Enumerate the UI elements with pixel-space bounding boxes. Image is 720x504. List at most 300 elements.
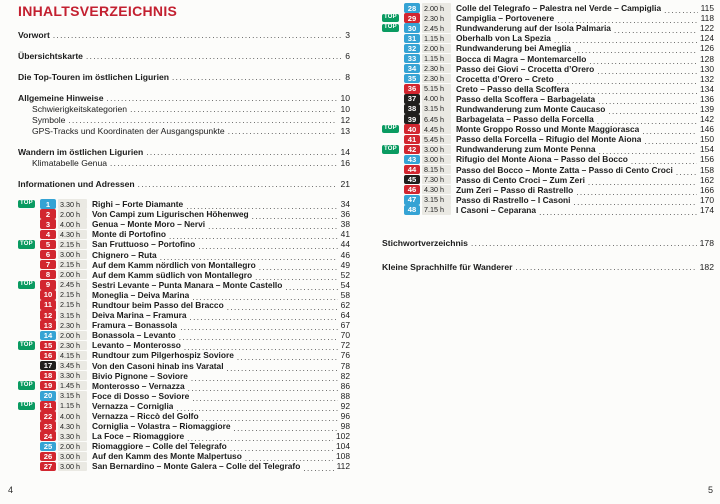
- page-ref: 54: [340, 279, 350, 290]
- duration-chip: 3.15 h: [58, 391, 87, 401]
- page-ref: 104: [336, 441, 350, 452]
- tour-number-badge: 30: [404, 23, 420, 33]
- tour-list-left: [18, 199, 350, 472]
- page-ref: 174: [700, 204, 714, 215]
- tour-number-badge: 31: [404, 34, 420, 44]
- dotted-leader: [146, 147, 337, 158]
- toc-entry: [382, 238, 714, 249]
- tour-number-badge: 14: [40, 331, 56, 341]
- dotted-leader: [179, 333, 338, 342]
- dotted-leader: [237, 353, 338, 362]
- toc-entry-label: Wandern im östlichen Ligurien: [18, 147, 144, 157]
- toc-entry-label: Übersichtskarte: [18, 51, 83, 61]
- tour-number-badge: 21: [40, 401, 56, 411]
- page-ref: 46: [340, 249, 350, 260]
- dotted-leader: [190, 313, 338, 322]
- dotted-leader: [572, 87, 697, 96]
- top-badge: TOP: [20, 240, 33, 247]
- tour-number-badge: 32: [404, 44, 420, 54]
- dotted-leader: [176, 404, 337, 413]
- top-badge-slot: [382, 145, 404, 154]
- page-ref: 126: [700, 43, 714, 54]
- tour-number-badge: 47: [404, 195, 420, 205]
- toc-entry: [382, 262, 714, 273]
- page-ref: 34: [340, 199, 350, 210]
- page-ref: 162: [700, 174, 714, 185]
- tour-title: Passo del Bocco – Monte Zatta – Passo di Cento Croci: [456, 164, 673, 175]
- duration-chip: 4.30 h: [58, 421, 87, 431]
- top-badge: TOP: [20, 402, 33, 409]
- duration-chip: 1.45 h: [58, 381, 87, 391]
- page-number-left: 4: [8, 485, 14, 495]
- tour-number-badge: 34: [404, 64, 420, 74]
- dotted-leader: [186, 202, 337, 211]
- toc-entry: [18, 115, 350, 126]
- duration-chip: 2.15 h: [58, 240, 87, 250]
- top-badge: TOP: [20, 200, 33, 207]
- tour-number-badge: 5: [40, 240, 56, 250]
- duration-chip: 1.15 h: [422, 34, 451, 44]
- top-badge: TOP: [384, 24, 397, 31]
- tour-title: Righi – Forte Diamante: [92, 199, 184, 210]
- page-ref: 136: [700, 93, 714, 104]
- tour-number-badge: 20: [40, 391, 56, 401]
- tour-title: Bonassola – Levanto: [92, 330, 176, 341]
- duration-chip: 1.15 h: [422, 54, 451, 64]
- toc-entry: [18, 179, 350, 190]
- tour-number-badge: 19: [40, 381, 56, 391]
- toc-entry: [18, 104, 350, 115]
- page-ref: 132: [700, 73, 714, 84]
- tour-title: Vernazza – Corniglia: [92, 400, 174, 411]
- dotted-leader: [554, 36, 697, 45]
- page-ref: 108: [336, 451, 350, 462]
- duration-chip: 2.15 h: [58, 290, 87, 300]
- duration-chip: 8.15 h: [422, 165, 451, 175]
- tour-title: Deiva Marina – Framura: [92, 310, 187, 321]
- duration-chip: 2.15 h: [58, 300, 87, 310]
- page-ref: 21: [340, 179, 350, 189]
- dotted-leader: [539, 208, 697, 217]
- duration-chip: 3.15 h: [58, 310, 87, 320]
- dotted-leader: [574, 198, 698, 207]
- dotted-leader: [227, 303, 338, 312]
- duration-chip: 2.00 h: [58, 442, 87, 452]
- tour-number-badge: 36: [404, 84, 420, 94]
- dotted-leader: [664, 6, 698, 15]
- tour-title: Crocetta d’Orero – Creto: [456, 73, 554, 84]
- toc-entry-label: Klimatabelle Genua: [32, 158, 108, 168]
- page-ref: 124: [700, 33, 714, 44]
- dotted-leader: [192, 293, 337, 302]
- page-ref: 182: [699, 261, 714, 272]
- top-badge-slot: [18, 341, 40, 350]
- page-ref: 156: [700, 154, 714, 165]
- page-ref: 130: [700, 63, 714, 74]
- page-ref: 70: [340, 330, 350, 341]
- duration-chip: 4.00 h: [58, 411, 87, 421]
- page-ref: 128: [700, 53, 714, 64]
- tour-title: Barbagelata – Passo della Forcella: [456, 114, 594, 125]
- tour-number-badge: 29: [404, 13, 420, 23]
- dotted-leader: [191, 374, 338, 383]
- tour-title: Colle del Telegrafo – Palestra nel Verde – Campiglia: [456, 3, 662, 14]
- dotted-leader: [631, 157, 697, 166]
- front-matter-list: [18, 30, 350, 190]
- tour-number-badge: 45: [404, 175, 420, 185]
- dotted-leader: [172, 72, 342, 83]
- top-badge-slot: [18, 200, 40, 209]
- top-badge-slot: [18, 240, 40, 249]
- tour-title: Monterosso – Vernazza: [92, 380, 185, 391]
- top-badge: TOP: [20, 281, 33, 288]
- page-ref: 10: [340, 104, 350, 114]
- tour-title: Rundtour zum Pilgerhospiz Soviore: [92, 350, 234, 361]
- dotted-leader: [187, 434, 333, 443]
- page-ref: 8: [345, 72, 350, 82]
- top-badge: TOP: [384, 14, 397, 21]
- page-ref: 102: [336, 431, 350, 442]
- dotted-leader: [198, 242, 337, 251]
- duration-chip: 6.45 h: [422, 114, 451, 124]
- tour-title: Rifugio del Monte Aiona – Passo del Bocco: [456, 154, 628, 165]
- top-badge-slot: [18, 381, 40, 390]
- tour-title: San Bernardino – Monte Galera – Colle del Telegrafo: [92, 461, 301, 472]
- tour-number-badge: 40: [404, 124, 420, 134]
- tour-title: Riomaggiore – Colle del Telegrafo: [92, 441, 227, 452]
- dotted-leader: [589, 57, 697, 66]
- tour-title: Passo della Scoffera – Barbagelata: [456, 93, 596, 104]
- tour-number-badge: 28: [404, 3, 420, 13]
- tour-title: Auf den Kamm des Monte Malpertuso: [92, 451, 242, 462]
- dotted-leader: [180, 323, 337, 332]
- tour-number-badge: 22: [40, 411, 56, 421]
- page-ref: 16: [340, 158, 350, 168]
- tour-title: Passo di Cento Croci – Zum Zeri: [456, 174, 585, 185]
- dotted-leader: [255, 273, 338, 282]
- duration-chip: 5.45 h: [422, 135, 451, 145]
- toc-entry-label: GPS-Tracks und Koordinaten der Ausgangspunkte: [32, 126, 225, 136]
- duration-chip: 2.45 h: [58, 280, 87, 290]
- top-badge: TOP: [384, 145, 397, 152]
- page-ref: 82: [340, 370, 350, 381]
- dotted-leader: [574, 46, 697, 55]
- tour-title: Genua – Monte Moro – Nervi: [92, 219, 206, 230]
- duration-chip: 2.00 h: [58, 270, 87, 280]
- tour-title: San Fruttuoso – Portofino: [92, 239, 196, 250]
- tour-number-badge: 4: [40, 230, 56, 240]
- page-ref: 44: [340, 239, 350, 250]
- page-ref: 139: [700, 103, 714, 114]
- duration-chip: 4.30 h: [58, 230, 87, 240]
- tour-title: Von Campi zum Ligurischen Höhenweg: [92, 209, 249, 220]
- tour-title: Chignero – Ruta: [92, 249, 157, 260]
- duration-chip: 4.00 h: [422, 94, 451, 104]
- duration-chip: 2.30 h: [422, 64, 451, 74]
- tour-title: Von den Casoni hinab ins Varatal: [92, 360, 224, 371]
- dotted-leader: [208, 222, 338, 231]
- duration-chip: 4.00 h: [58, 219, 87, 229]
- right-page: [382, 3, 714, 273]
- dotted-leader: [516, 262, 697, 273]
- top-badge-slot: [382, 125, 404, 134]
- tour-title: Corniglia – Volastra – Riomaggiore: [92, 421, 231, 432]
- page-ref: 67: [340, 320, 350, 331]
- tour-title: Sestri Levante – Punta Manara – Monte Castello: [92, 279, 283, 290]
- toc-entry: [18, 30, 350, 41]
- toc-entry: [18, 147, 350, 158]
- dotted-leader: [160, 253, 338, 262]
- page-ref: 13: [340, 126, 350, 136]
- duration-chip: 3.00 h: [422, 155, 451, 165]
- tour-number-badge: 23: [40, 421, 56, 431]
- tour-row: [382, 175, 714, 185]
- page-ref: 6: [345, 51, 350, 61]
- dotted-leader: [598, 97, 697, 106]
- duration-chip: 2.30 h: [422, 74, 451, 84]
- page-ref: 58: [340, 289, 350, 300]
- tour-title: Levanto – Monterosso: [92, 340, 181, 351]
- toc-entry-label: Informationen und Adressen: [18, 179, 135, 189]
- duration-chip: 3.30 h: [58, 371, 87, 381]
- tour-title: Oberhalb von La Spezia: [456, 33, 551, 44]
- dotted-leader: [557, 16, 697, 25]
- duration-chip: 2.00 h: [58, 331, 87, 341]
- page-ref: 146: [700, 124, 714, 135]
- duration-chip: 3.45 h: [58, 361, 87, 371]
- duration-chip: 2.00 h: [422, 3, 451, 13]
- tour-number-badge: 13: [40, 320, 56, 330]
- top-badge-slot: [382, 14, 404, 23]
- tour-number-badge: 6: [40, 250, 56, 260]
- dotted-leader: [202, 414, 338, 423]
- dotted-leader: [184, 343, 338, 352]
- tour-title: La Foce – Riomaggiore: [92, 431, 185, 442]
- tour-list-right: [382, 3, 714, 215]
- toc-entry-label: Kleine Sprachhilfe für Wanderer: [382, 261, 513, 272]
- duration-chip: 3.00 h: [58, 452, 87, 462]
- tour-title: Rundwanderung zum Monte Caucaso: [456, 103, 606, 114]
- dotted-leader: [285, 283, 337, 292]
- tour-number-badge: 38: [404, 104, 420, 114]
- dotted-leader: [599, 147, 697, 156]
- tour-number-badge: 3: [40, 219, 56, 229]
- top-badge: TOP: [384, 125, 397, 132]
- toc-entry-label: Vorwort: [18, 30, 50, 40]
- top-badge: TOP: [20, 381, 33, 388]
- dotted-leader: [192, 394, 337, 403]
- page-ref: 158: [700, 164, 714, 175]
- dotted-leader: [138, 179, 338, 190]
- tour-title: Vernazza – Riccò del Golfo: [92, 411, 199, 422]
- duration-chip: 4.45 h: [422, 124, 451, 134]
- dotted-leader: [614, 26, 697, 35]
- tour-number-badge: 9: [40, 280, 56, 290]
- page-ref: 12: [340, 115, 350, 125]
- left-page: [18, 3, 350, 472]
- page-ref: 76: [340, 350, 350, 361]
- page-ref: 154: [700, 144, 714, 155]
- page-ref: 166: [700, 184, 714, 195]
- tour-number-badge: 42: [404, 145, 420, 155]
- dotted-leader: [130, 104, 337, 115]
- tour-number-badge: 11: [40, 300, 56, 310]
- tour-number-badge: 7: [40, 260, 56, 270]
- tour-number-badge: 39: [404, 114, 420, 124]
- tour-number-badge: 35: [404, 74, 420, 84]
- dotted-leader: [245, 454, 333, 463]
- dotted-leader: [588, 178, 697, 187]
- toc-entry-label: Stichwortverzeichnis: [382, 237, 468, 248]
- page-ref: 38: [340, 219, 350, 230]
- tour-row: [382, 3, 714, 13]
- page-ref: 178: [699, 237, 714, 248]
- tour-title: Bivio Pignone – Soviore: [92, 370, 188, 381]
- tour-title: Rundwanderung bei Ameglia: [456, 43, 572, 54]
- toc-entry: [18, 72, 350, 83]
- toc-entry-label: Symbole: [32, 115, 66, 125]
- duration-chip: 4.15 h: [58, 351, 87, 361]
- duration-chip: 2.45 h: [422, 23, 451, 33]
- dotted-leader: [576, 188, 697, 197]
- dotted-leader: [608, 107, 697, 116]
- duration-chip: 3.30 h: [58, 431, 87, 441]
- dotted-leader: [303, 464, 333, 473]
- dotted-leader: [642, 127, 697, 136]
- page-ref: 118: [700, 13, 714, 24]
- tour-title: Auf dem Kamm südlich von Montallegro: [92, 269, 253, 280]
- tour-title: Creto – Passo della Scoffera: [456, 83, 570, 94]
- top-badge: TOP: [20, 341, 33, 348]
- duration-chip: 2.00 h: [422, 44, 451, 54]
- top-badge-slot: [18, 402, 40, 411]
- toc-entry: [18, 93, 350, 104]
- toc-entry: [18, 158, 350, 169]
- page-ref: 10: [340, 93, 350, 103]
- toc-entry: [18, 126, 350, 137]
- tour-number-badge: 17: [40, 361, 56, 371]
- tour-title: I Casoni – Ceparana: [456, 204, 537, 215]
- top-badge-slot: [382, 24, 404, 33]
- tour-number-badge: 8: [40, 270, 56, 280]
- dotted-leader: [110, 158, 337, 169]
- page-ref: 49: [340, 259, 350, 270]
- page-ref: 41: [340, 229, 350, 240]
- tour-title: Monte Groppo Rosso und Monte Maggiorasca: [456, 124, 640, 135]
- dotted-leader: [107, 93, 338, 104]
- tour-number-badge: 18: [40, 371, 56, 381]
- tour-number-badge: 48: [404, 205, 420, 215]
- tour-number-badge: 27: [40, 462, 56, 472]
- top-badge-slot: [18, 281, 40, 290]
- page-ref: 98: [340, 421, 350, 432]
- tour-title: Foce di Dosso – Soviore: [92, 390, 190, 401]
- page-ref: 78: [340, 360, 350, 371]
- tour-number-badge: 12: [40, 310, 56, 320]
- page-ref: 88: [340, 390, 350, 401]
- dotted-leader: [597, 117, 697, 126]
- dotted-leader: [259, 263, 338, 272]
- duration-chip: 3.15 h: [422, 104, 451, 114]
- tour-number-badge: 10: [40, 290, 56, 300]
- page-ref: 92: [340, 400, 350, 411]
- tour-title: Moneglia – Deiva Marina: [92, 289, 190, 300]
- duration-chip: 3.00 h: [58, 250, 87, 260]
- duration-chip: 3.30 h: [58, 199, 87, 209]
- toc-entry-label: Allgemeine Hinweise: [18, 93, 104, 103]
- duration-chip: 7.15 h: [422, 205, 451, 215]
- page-ref: 64: [340, 310, 350, 321]
- tour-title: Campiglia – Portovenere: [456, 13, 555, 24]
- toc-entry: [18, 51, 350, 62]
- toc-entry-label: Schwierigkeitskategorien: [32, 104, 128, 114]
- page-ref: 3: [345, 30, 350, 40]
- dotted-leader: [53, 30, 342, 41]
- tour-number-badge: 37: [404, 94, 420, 104]
- page-ref: 62: [340, 299, 350, 310]
- tour-title: Auf dem Kamm nördlich von Montallegro: [92, 259, 256, 270]
- tour-title: Passo della Forcella – Rifugio del Monte Aiona: [456, 134, 642, 145]
- dotted-leader: [676, 168, 697, 177]
- tour-number-badge: 24: [40, 431, 56, 441]
- duration-chip: 3.00 h: [58, 462, 87, 472]
- page-ref: 14: [340, 147, 350, 157]
- tour-number-badge: 16: [40, 351, 56, 361]
- duration-chip: 3.15 h: [422, 195, 451, 205]
- page-ref: 86: [340, 380, 350, 391]
- duration-chip: 7.30 h: [422, 175, 451, 185]
- dotted-leader: [644, 137, 697, 146]
- page-ref: 142: [700, 114, 714, 125]
- tour-title: Framura – Bonassola: [92, 320, 178, 331]
- tour-number-badge: 41: [404, 135, 420, 145]
- duration-chip: 2.30 h: [58, 341, 87, 351]
- tour-title: Monte di Portofino: [92, 229, 166, 240]
- page-ref: 96: [340, 411, 350, 422]
- page-ref: 52: [340, 269, 350, 280]
- tour-title: Passo dei Giovi – Crocetta d’Orero: [456, 63, 595, 74]
- end-matter-list: [382, 238, 714, 273]
- tour-number-badge: 26: [40, 452, 56, 462]
- toc-entry-label: Die Top-Touren im östlichen Ligurien: [18, 72, 170, 82]
- tour-title: Rundwanderung auf der Isola Palmaria: [456, 23, 611, 34]
- page-ref: 115: [700, 3, 714, 14]
- duration-chip: 1.15 h: [58, 401, 87, 411]
- dotted-leader: [597, 67, 697, 76]
- tour-number-badge: 15: [40, 341, 56, 351]
- page-ref: 72: [340, 340, 350, 351]
- dotted-leader: [169, 232, 338, 241]
- duration-chip: 2.30 h: [422, 13, 451, 23]
- page-ref: 122: [700, 23, 714, 34]
- duration-chip: 2.00 h: [58, 209, 87, 219]
- page-ref: 36: [340, 209, 350, 220]
- page-ref: 112: [336, 461, 350, 472]
- dotted-leader: [557, 77, 697, 86]
- tour-number-badge: 2: [40, 209, 56, 219]
- tour-number-badge: 43: [404, 155, 420, 165]
- tour-title: Rundtour beim Passo del Bracco: [92, 299, 224, 310]
- dotted-leader: [230, 444, 333, 453]
- page-ref: 150: [700, 134, 714, 145]
- page-ref: 170: [700, 194, 714, 205]
- duration-chip: 5.15 h: [422, 84, 451, 94]
- tour-number-badge: 46: [404, 185, 420, 195]
- dotted-leader: [252, 212, 338, 221]
- tour-title: Passo di Rastrello – I Casoni: [456, 194, 571, 205]
- duration-chip: 3.00 h: [422, 145, 451, 155]
- tour-title: Bocca di Magra – Montemarcello: [456, 53, 587, 64]
